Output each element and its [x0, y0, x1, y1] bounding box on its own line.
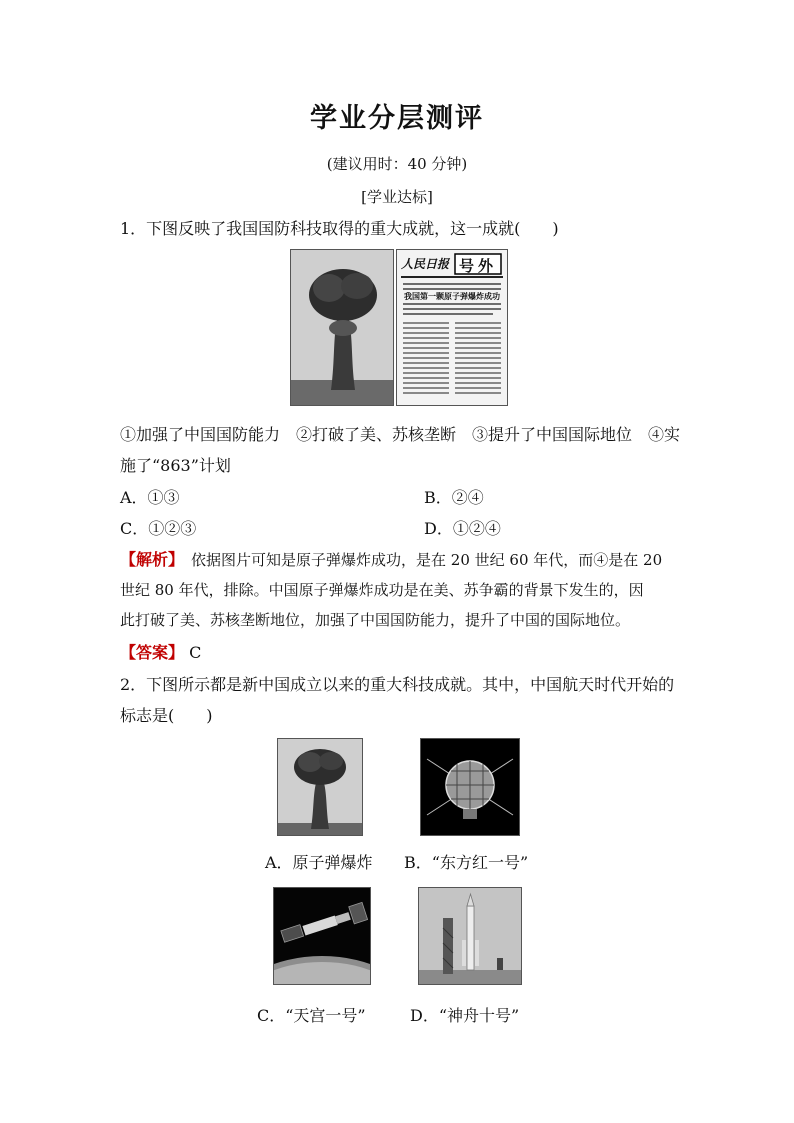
q2-caption-b: B．“东方红一号”	[404, 853, 529, 872]
answer-label: 【答案】	[120, 643, 185, 662]
newspaper-headline: 我国第一颗原子弹爆炸成功	[397, 291, 507, 302]
q1-option-a: A．①③	[120, 488, 180, 507]
analysis-label: 【解析】	[120, 550, 177, 569]
q2-stem-line1: 2．下图所示都是新中国成立以来的重大科技成就。其中，中国航天时代开始的	[120, 675, 675, 694]
time-note: (建议用时：40 分钟)	[326, 155, 468, 173]
newspaper-masthead: 人民日报	[401, 257, 450, 271]
answer-value: C	[189, 643, 202, 662]
q1-statements-line2: 施了“863”计划	[120, 456, 231, 475]
q1-analysis-line1	[120, 547, 662, 570]
newspaper-extra-label: 号外	[459, 257, 498, 275]
q1-mushroom-cloud-image	[290, 249, 394, 406]
q2-stem-line2: 标志是( )	[120, 706, 213, 725]
q2-caption-c: C．“天宫一号”	[257, 1006, 366, 1025]
q2-rocket-launch-image	[418, 887, 522, 985]
q1-analysis-line2: 世纪 80 年代，排除。中国原子弹爆炸成功是在美、苏争霸的背景下发生的，因	[120, 581, 644, 599]
q1-newspaper-image	[396, 249, 508, 406]
q1-statements-line1: ①加强了中国国防能力 ②打破了美、苏核垄断 ③提升了中国国际地位 ④实	[120, 425, 681, 444]
q1-option-d: D．①②④	[424, 519, 501, 538]
q1-option-b: B．②④	[424, 488, 484, 507]
q1-stem: 1．下图反映了我国国防科技取得的重大成就，这一成就( )	[120, 219, 559, 238]
q2-satellite-image	[420, 738, 520, 836]
q1-option-c: C．①②③	[120, 519, 197, 538]
q2-space-station-image	[273, 887, 371, 985]
q2-caption-a: A．原子弹爆炸	[265, 853, 373, 872]
section-tag: [学业达标]	[361, 188, 433, 206]
q2-mushroom-cloud-image	[277, 738, 363, 836]
analysis-text-1: 依据图片可知是原子弹爆炸成功，是在 20 世纪 60 年代，而④是在 20	[176, 551, 663, 569]
q2-caption-d: D．“神舟十号”	[410, 1006, 520, 1025]
q1-analysis-line3: 此打破了美、苏核垄断地位，加强了中国国防能力，提升了中国的国际地位。	[120, 611, 631, 629]
page-title: 学业分层测评	[310, 103, 484, 134]
q1-answer	[120, 640, 201, 663]
